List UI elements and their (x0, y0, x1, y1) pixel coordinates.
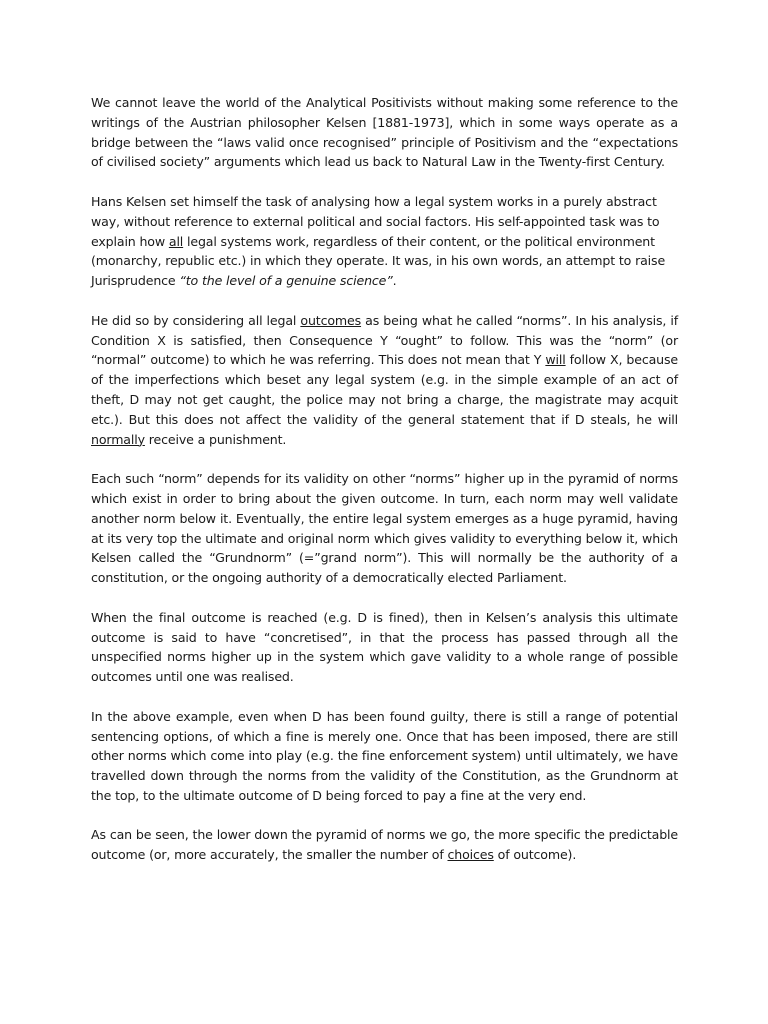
paragraph-5 (91, 608, 678, 687)
text-segment: As can be seen, the lower down the pyramid of norms we go, the more specific the predictable outcome (or, more accurately, the smaller the number of (91, 827, 678, 863)
paragraph-1 (91, 93, 678, 172)
text-segment: Each such “norm” depends for its validity on other “norms” higher up in the pyramid of norms which exist in order to bring about the given outcome. In turn, each norm may well validate another norm below it. Eventually, the entire legal system emerges as a huge pyramid, having at its very top the ultimate and original norm which gives validity to everything below it, which Kelsen called the “Grundnorm” (=”grand norm”). This will normally be the authority of a constitution, or the ongoing authority of a democratically elected Parliament. (91, 471, 678, 586)
text-segment: legal systems work, regardless of their content, or the political environment (monarchy, republic etc.) in which they operate. It was, in his own words, an attempt to raise Jurisprudence (91, 233, 666, 289)
underlined-text: all (168, 233, 184, 249)
paragraph-7 (91, 825, 678, 865)
text-segment: He did so by considering all legal (91, 312, 301, 328)
paragraph-4 (91, 469, 678, 588)
paragraph-2 (91, 192, 678, 291)
text-segment: . (392, 273, 397, 289)
underlined-text: choices (447, 847, 494, 863)
underlined-text: will (545, 352, 566, 368)
text-segment: receive a punishment. (144, 431, 287, 447)
text-segment: as being what he called “norms”. In his analysis, if Condition X is satisfied, then Consequence Y “ought” to follow. This was the “norm” (or “normal” outcome) to which he was referring. This does not mean that Y (91, 312, 678, 368)
document-page (91, 93, 678, 885)
text-segment: In the above example, even when D has been found guilty, there is still a range of potential sentencing options, of which a fine is merely one. Once that has been imposed, there are still other norms which come into play (e.g. the fine enforcement system) until ultimately, we have travelled down through the norms from the validity of the Constitution, as the Grundnorm at the top, to the ultimate outcome of D being forced to pay a fine at the very end. (91, 708, 678, 803)
paragraph-6 (91, 707, 678, 806)
text-segment: follow X, because of the imperfections which beset any legal system (e.g. in the simple example of an act of theft, D may not get caught, the police may not bring a charge, the magistrate may acquit etc.). But this does not affect the validity of the general statement that if D steals, he will (91, 352, 678, 427)
underlined-text: outcomes (300, 312, 362, 328)
italic-quote: “to the level of a genuine science” (179, 273, 393, 289)
text-segment: of outcome). (493, 847, 577, 863)
text-segment: Hans Kelsen set himself the task of analysing how a legal system works in a purely abstract way, without reference to external political and social factors. His self-appointed task was to explain how (91, 193, 660, 249)
paragraph-3 (91, 311, 678, 450)
text-segment: We cannot leave the world of the Analytical Positivists without making some reference to the writings of the Austrian philosopher Kelsen [1881-1973], which in some ways operate as a bridge between the “laws valid once recognised” principle of Positivism and the “expectations of civilised society” arguments which lead us back to Natural Law in the Twenty-first Century. (91, 95, 678, 170)
underlined-text: normally (91, 431, 145, 447)
text-segment: When the final outcome is reached (e.g. D is fined), then in Kelsen’s analysis this ultimate outcome is said to have “concretised”, in that the process has passed through all the unspecified norms higher up in the system which gave validity to a whole range of possible outcomes until one was realised. (91, 609, 678, 685)
